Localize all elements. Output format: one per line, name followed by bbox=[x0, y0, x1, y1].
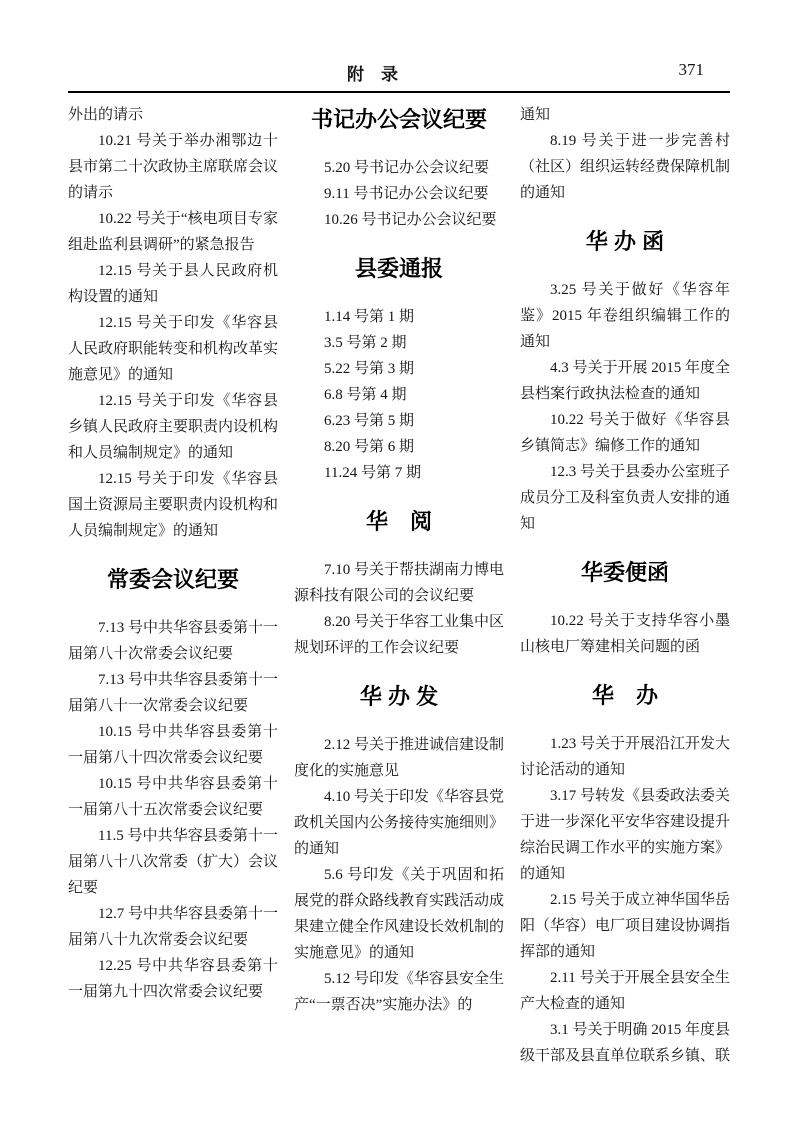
section-heading: 华 阅 bbox=[365, 509, 432, 534]
entry-paragraph: 10.26 号书记办公会议纪要 bbox=[324, 212, 497, 228]
text-columns bbox=[68, 102, 730, 1069]
entry-paragraph: 12.3 号关于县委办公室班子成员分工及科室负责人安排的通知 bbox=[520, 464, 731, 532]
section-heading: 华委便函 bbox=[580, 560, 669, 585]
section-heading: 华 办 bbox=[591, 683, 658, 708]
column-right bbox=[520, 102, 730, 1069]
entry-paragraph: 7.10 号关于帮扶湖南力博电源科技有限公司的会议纪要 bbox=[294, 562, 505, 604]
entry-paragraph: 外出的请示 bbox=[68, 107, 144, 123]
entry-paragraph: 5.6 号印发《关于巩固和拓展党的群众路线教育实践活动成果建立健全作风建设长效机制的实施意见》的通知 bbox=[294, 867, 505, 961]
running-header-title: 附 录 bbox=[347, 65, 399, 84]
entry-paragraph: 4.10 号关于印发《华容县党政机关国内公务接待实施细则》的通知 bbox=[294, 789, 505, 857]
entry-paragraph: 1.23 号关于开展沿江开发大讨论活动的通知 bbox=[520, 736, 731, 778]
entry-paragraph: 1.14 号第 1 期 bbox=[324, 309, 415, 325]
entry-paragraph: 3.17 号转发《县委政法委关于进一步深化平安华容建设提升综治民调工作水平的实施方案》的通知 bbox=[520, 788, 731, 882]
entry-paragraph: 2.12 号关于推进诚信建设制度化的实施意见 bbox=[294, 737, 505, 779]
entry-paragraph: 12.15 号关于印发《华容县国土资源局主要职责内设机构和人员编制规定》的通知 bbox=[68, 471, 279, 539]
entry-paragraph: 6.23 号第 5 期 bbox=[324, 413, 415, 429]
entry-paragraph: 9.11 号书记办公会议纪要 bbox=[324, 186, 489, 202]
entry-paragraph: 12.25 号中共华容县委第十一届第九十四次常委会议纪要 bbox=[68, 958, 278, 1000]
entry-paragraph: 12.7 号中共华容县委第十一届第八十九次常委会议纪要 bbox=[68, 906, 279, 948]
running-header bbox=[68, 60, 730, 86]
entry-paragraph: 5.20 号书记办公会议纪要 bbox=[324, 160, 490, 176]
section-heading: 书记办公会议纪要 bbox=[310, 107, 487, 132]
entry-paragraph: 10.15 号中共华容县委第十一届第八十五次常委会议纪要 bbox=[68, 776, 278, 818]
entry-paragraph: 11.24 号第 7 期 bbox=[324, 465, 421, 481]
entry-paragraph: 2.15 号关于成立神华国华岳阳（华容）电厂项目建设协调指挥部的通知 bbox=[520, 892, 731, 960]
entry-paragraph: 5.22 号第 3 期 bbox=[324, 361, 415, 377]
entry-paragraph: 12.15 号关于印发《华容县乡镇人民政府主要职责内设机构和人员编制规定》的通知 bbox=[68, 393, 279, 461]
entry-paragraph: 7.13 号中共华容县委第十一届第八十一次常委会议纪要 bbox=[68, 672, 279, 714]
entry-paragraph: 8.20 号关于华容工业集中区规划环评的工作会议纪要 bbox=[294, 614, 505, 656]
section-heading: 华 办 发 bbox=[359, 684, 439, 709]
column-left bbox=[68, 102, 278, 1069]
entry-paragraph: 3.25 号关于做好《华容年鉴》2015 年卷组织编辑工作的通知 bbox=[520, 282, 730, 350]
section-heading: 华 办 函 bbox=[585, 229, 665, 254]
page-number: 371 bbox=[678, 60, 704, 79]
entry-paragraph: 2.11 号关于开展全县安全生产大检查的通知 bbox=[520, 970, 730, 1012]
entry-paragraph: 3.5 号第 2 期 bbox=[324, 335, 407, 351]
entry-paragraph: 7.13 号中共华容县委第十一届第八十次常委会议纪要 bbox=[68, 620, 279, 662]
entry-paragraph: 5.12 号印发《华容县安全生产“一票否决”实施办法》的 bbox=[294, 971, 505, 1013]
entry-paragraph: 10.15 号中共华容县委第十一届第八十四次常委会议纪要 bbox=[68, 724, 278, 766]
section-heading: 常委会议纪要 bbox=[106, 567, 239, 592]
entry-paragraph: 11.5 号中共华容县委第十一届第八十八次常委（扩大）会议纪要 bbox=[68, 828, 279, 896]
entry-paragraph: 10.21 号关于举办湘鄂边十县市第二十次政协主席联席会议的请示 bbox=[68, 133, 279, 201]
entry-paragraph: 6.8 号第 4 期 bbox=[324, 387, 407, 403]
entry-paragraph: 4.3 号关于开展 2015 年度全县档案行政执法检查的通知 bbox=[520, 360, 731, 402]
entry-paragraph: 8.20 号第 6 期 bbox=[324, 439, 415, 455]
header-rule bbox=[68, 91, 730, 93]
entry-paragraph: 12.15 号关于印发《华容县人民政府职能转变和机构改革实施意见》的通知 bbox=[68, 315, 279, 383]
entry-paragraph: 3.1 号关于明确 2015 年度县级干部及县直单位联系乡镇、联 bbox=[520, 1022, 731, 1064]
entry-paragraph: 10.22 号关于做好《华容县乡镇简志》编修工作的通知 bbox=[520, 412, 730, 454]
entry-paragraph: 通知 bbox=[520, 107, 551, 123]
entry-paragraph: 10.22 号关于支持华容小墨山核电厂筹建相关问题的函 bbox=[520, 613, 730, 655]
entry-paragraph: 12.15 号关于县人民政府机构设置的通知 bbox=[68, 263, 278, 305]
entry-paragraph: 8.19 号关于进一步完善村（社区）组织运转经费保障机制的通知 bbox=[520, 133, 731, 201]
section-heading: 县委通报 bbox=[354, 256, 443, 281]
column-middle bbox=[294, 102, 504, 1069]
entry-paragraph: 10.22 号关于“核电项目专家组赴监利县调研”的紧急报告 bbox=[68, 211, 278, 253]
